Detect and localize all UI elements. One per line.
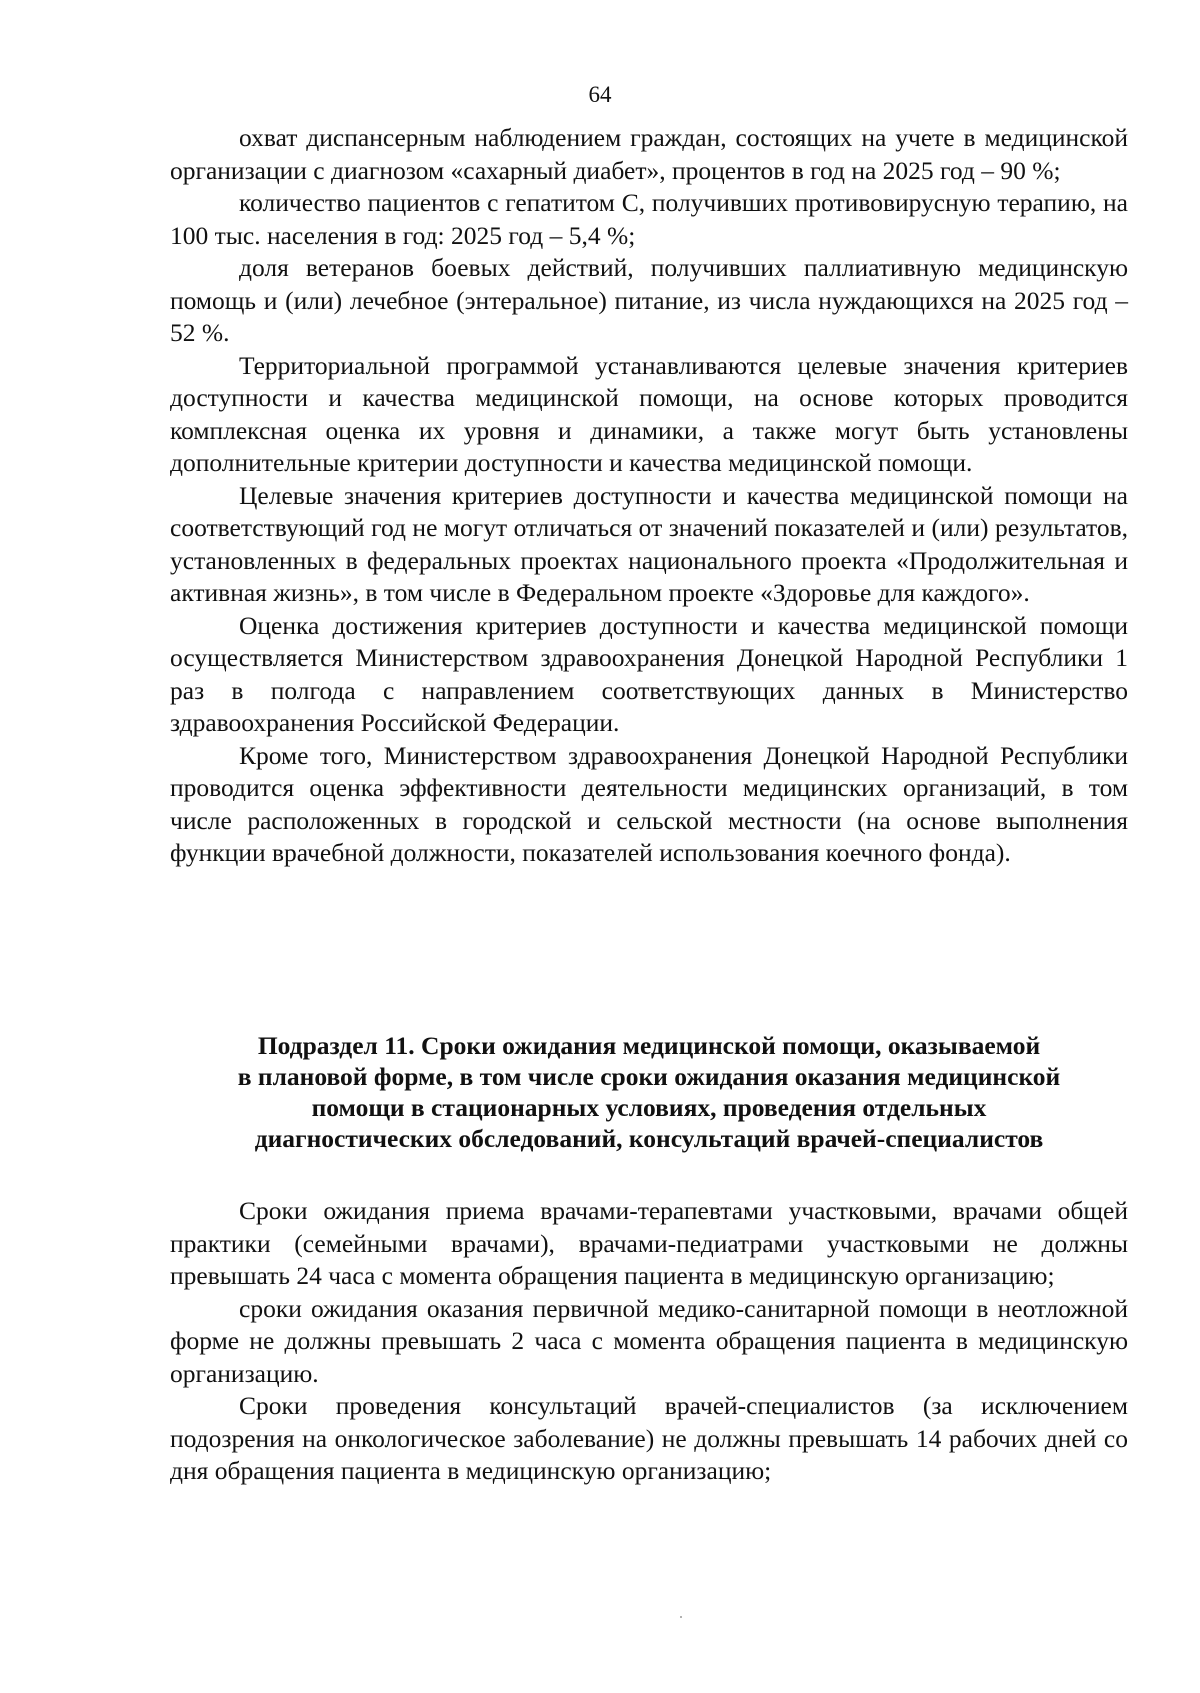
page-number: 64 xyxy=(588,82,612,107)
paragraph-veterans-palliative: доля ветеранов боевых действий, получивших паллиативную медицинскую помощь и (или) лечебное (энтеральное) питание, из числа нуждающихся на 2025 год – 52 %. xyxy=(170,253,1128,347)
body-text-top xyxy=(170,122,1128,870)
paragraph-specialist-consult-wait: Сроки проведения консультаций врачей-специалистов (за исключением подозрения на онкологическое заболевание) не должны превышать 14 рабочих дней со дня обращения пациента в медицинскую организацию; xyxy=(170,1391,1128,1485)
paragraph-efficiency-evaluation: Кроме того, Министерством здравоохранения Донецкой Народной Республики проводится оценка эффективности деятельности медицинских организаций, в том числе расположенных в городской и сельской местности (на основе выполнения функции врачебной должности, показателей использования коечного фонда). xyxy=(170,740,1128,867)
heading-line: диагностических обследований, консультаций врачей-специалистов xyxy=(254,1124,1044,1153)
scan-speck xyxy=(680,1616,682,1618)
heading-line: помощи в стационарных условиях, проведения отдельных xyxy=(311,1093,987,1122)
heading-line: Подраздел 11. Сроки ожидания медицинской помощи, оказываемой xyxy=(257,1031,1041,1060)
paragraph-urgent-care-wait: сроки ожидания оказания первичной медико-санитарной помощи в неотложной форме не должны превышать 2 часа с момента обращения пациента в медицинскую организацию. xyxy=(170,1293,1128,1388)
paragraph-diabetes-coverage: охват диспансерным наблюдением граждан, состоящих на учете в медицинской организации с диагнозом «сахарный диабет», процентов в год на 2025 год – 90 %; xyxy=(170,123,1128,185)
heading-line: в плановой форме, в том числе сроки ожидания оказания медицинской xyxy=(237,1062,1061,1091)
paragraph-hepatitis-c: количество пациентов с гепатитом С, получивших противовирусную терапию, на 100 тыс. населения в год: 2025 год – 5,4 %; xyxy=(170,188,1128,250)
section-heading xyxy=(170,1030,1128,1154)
body-text-bottom xyxy=(170,1195,1128,1488)
paragraph-primary-care-wait: Сроки ожидания приема врачами-терапевтами участковыми, врачами общей практики (семейными врачами), врачами-педиатрами участковыми не должны превышать 24 часа с момента обращения пациента в медицинскую организацию; xyxy=(170,1196,1128,1290)
paragraph-target-values: Территориальной программой устанавливаются целевые значения критериев доступности и качества медицинской помощи, на основе которых проводится комплексная оценка их уровня и динамики, а также могут быть установлены дополнительные критерии доступности и качества медицинской помощи. xyxy=(170,350,1128,477)
paragraph-assessment: Оценка достижения критериев доступности и качества медицинской помощи осуществляется Министерством здравоохранения Донецкой Народной Республики 1 раз в полгода с направлением соответствующих данных в Министерство здравоохранения Российской Федерации. xyxy=(170,610,1128,737)
paragraph-target-values-limits: Целевые значения критериев доступности и качества медицинской помощи на соответствующий год не могут отличаться от значений показателей и (или) результатов, установленных в федеральных проектах национального проекта «Продолжительная и активная жизнь», в том числе в Федеральном проекте «Здоровье для каждого». xyxy=(170,480,1128,607)
